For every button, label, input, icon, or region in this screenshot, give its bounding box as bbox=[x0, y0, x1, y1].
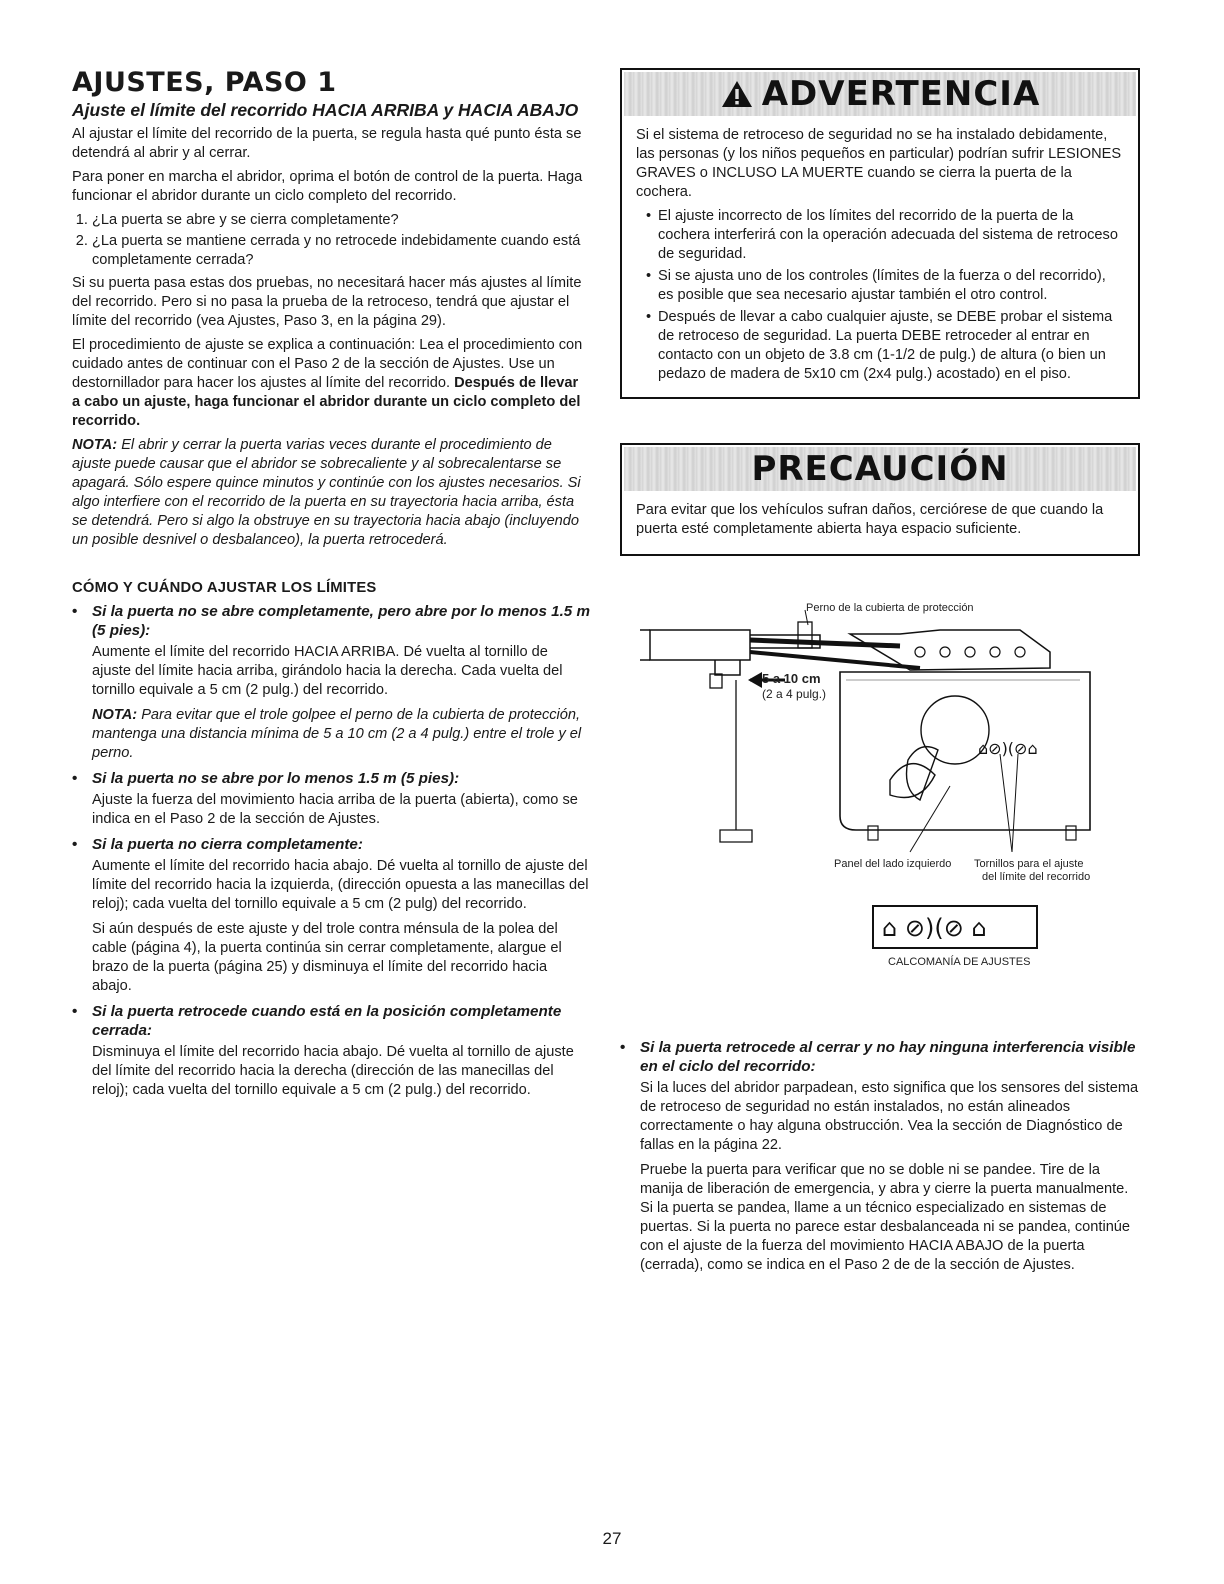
note-label: NOTA: bbox=[72, 437, 118, 453]
note-paragraph bbox=[72, 436, 590, 550]
left-column bbox=[72, 68, 590, 1106]
opener-illustration bbox=[620, 590, 1140, 1010]
right-case bbox=[620, 1038, 1140, 1275]
right-column bbox=[620, 68, 1140, 1281]
case1-note-text: Para evitar que el trole golpee el perno de la cubierta de protección, mantenga una distancia mínima de 5 a 10 cm (2 a 4 pulg.) entre el trole y el perno. bbox=[92, 707, 582, 761]
test-step-2: 2. ¿La puerta se mantiene cerrada y no retrocede indebidamente cuando está completamente cerrada? bbox=[92, 232, 590, 270]
procedure-text: El procedimiento de ajuste se explica a continuación: Lea el procedimiento con cuidado antes de continuar con el Paso 2 de la sección de Ajustes. Use un destornillador para hacer los ajustes al límite del recorrido. bbox=[72, 337, 583, 391]
right-case-text-2: Pruebe la puerta para verificar que no se doble ni se pandee. Tire de la manija de liberación de emergencia, y abra y cierre la puerta manualmente. Si la puerta se pandea, llame a un técnico especializado en sistemas de puertas. Si la puerta no parece estar desbalanceada ni se pandea, continúe con el ajuste de la fuerza del movimiento HACIA ABAJO de la puerta (cerrada), como se indica en el Paso 2 de de la sección de Ajustes. bbox=[640, 1162, 1131, 1273]
case3-body bbox=[72, 857, 590, 996]
caution-box bbox=[620, 443, 1140, 556]
case2-heading: • Si la puerta no se abre por lo menos 1.5 m (5 pies): bbox=[72, 769, 590, 788]
procedure-paragraph bbox=[72, 336, 590, 431]
right-case-heading: • Si la puerta retrocede al cerrar y no hay ninguna interferencia visible en el ciclo del recorrido: bbox=[620, 1038, 1140, 1076]
case4-body bbox=[72, 1043, 590, 1100]
warning-item-2: • Si se ajusta uno de los controles (límites de la fuerza o del recorrido), es posible que sea necesario ajustar también el otro control. bbox=[648, 267, 1124, 305]
case2-body bbox=[72, 791, 590, 829]
right-case-text-1: Si la luces del abridor parpadean, esto significa que los sensores del sistema de retroceso de seguridad no están instalados, no están alineados correctamente o hay alguna obstrucción. Vea la sección de Diagnóstico de fallas en la página 22. bbox=[640, 1080, 1139, 1153]
page-number: 27 bbox=[602, 1529, 622, 1548]
svg-text:⌂⊘)(⊘⌂: ⌂⊘)(⊘⌂ bbox=[978, 739, 1038, 758]
case1-note-label: NOTA: bbox=[92, 707, 138, 723]
page-subtitle: Ajuste el límite del recorrido HACIA ARRIBA y HACIA ABAJO bbox=[72, 100, 579, 120]
result-paragraph: Si su puerta pasa estas dos pruebas, no necesitará hacer más ajustes al límite del recorrido. Pero si no pasa la prueba de la retroceso, tendrá que ajustar el límite del recorrido (vea Ajustes, Paso 3, en la página 29). bbox=[72, 275, 582, 329]
caution-text: Para evitar que los vehículos sufran daños, cerciórese de que cuando la puerta esté completamente abierta haya espacio suficiente. bbox=[636, 502, 1104, 537]
start-paragraph: Para poner en marcha el abridor, oprima el botón de control de la puerta. Haga funcionar el abridor durante un ciclo completo del recorrido. bbox=[72, 169, 583, 204]
right-case-body bbox=[620, 1079, 1140, 1275]
figure-label-panel: Panel del lado izquierdo bbox=[834, 858, 952, 870]
warning-title: ADVERTENCIA bbox=[761, 74, 1041, 114]
figure-label-distance: 5 a 10 cm bbox=[762, 671, 821, 686]
warning-intro: Si el sistema de retroceso de seguridad no se ha instalado debidamente, las personas (y los niños pequeños en particular) podrían sufrir LESIONES GRAVES o INCLUSO LA MUERTE cuando se cierra la puerta de la cochera. bbox=[636, 127, 1122, 200]
case1-heading: • Si la puerta no se abre completamente, pero abre por lo menos 1.5 m (5 pies): bbox=[72, 602, 590, 640]
figure-label-bolt: Perno de la cubierta de protección bbox=[806, 602, 974, 614]
warning-banner bbox=[624, 72, 1136, 116]
svg-text:⌂ ⊘)(⊘ ⌂: ⌂ ⊘)(⊘ ⌂ bbox=[882, 914, 987, 942]
figure-label-screws-2: del límite del recorrido bbox=[982, 871, 1091, 883]
case3-heading: • Si la puerta no cierra completamente: bbox=[72, 835, 590, 854]
warning-box bbox=[620, 68, 1140, 399]
case2-text: Ajuste la fuerza del movimiento hacia arriba de la puerta (abierta), como se indica en el Paso 2 de la sección de Ajustes. bbox=[92, 792, 578, 827]
figure-label-decal: CALCOMANÍA DE AJUSTES bbox=[888, 956, 1031, 968]
warning-content bbox=[622, 118, 1138, 397]
caution-title: PRECAUCIÓN bbox=[751, 449, 1009, 489]
warning-list bbox=[636, 207, 1124, 384]
warning-triangle-icon bbox=[720, 79, 754, 109]
case4-heading: • Si la puerta retrocede cuando está en la posición completamente cerrada: bbox=[72, 1002, 590, 1040]
warning-item-1: • El ajuste incorrecto de los límites del recorrido de la puerta de la cochera interferirá con la operación adecuada del sistema de retroceso de seguridad. bbox=[648, 207, 1124, 264]
page-title: AJUSTES, PASO 1 bbox=[72, 67, 337, 98]
intro-paragraph: Al ajustar el límite del recorrido de la puerta, se regula hasta qué punto ésta se detendrá al abrir y al cerrar. bbox=[72, 126, 582, 161]
figure-label-screws-1: Tornillos para el ajuste bbox=[974, 858, 1084, 870]
case3-text-2: Si aún después de este ajuste y del trole contra ménsula de la polea del cable (página 4), la puerta continúa sin cerrar completamente, alargue el brazo de la puerta (página 25) y disminuya el límite del recorrido hacia abajo. bbox=[92, 921, 562, 994]
warning-item-3: • Después de llevar a cabo cualquier ajuste, se DEBE probar el sistema de retroceso de seguridad. La puerta DEBE retroceder al entrar en contacto con un objeto de 3.8 cm (1-1/2 de pulg.) de altura (o bien un pedazo de madera de 5x10 cm (2x4 pulg.) acostado) en el piso. bbox=[648, 308, 1124, 384]
note-text: El abrir y cerrar la puerta varias veces durante el procedimiento de ajuste puede causar que el abridor se sobrecaliente y al sobrecalentarse se apagará. Sólo espere quince minutos y continúe con los ajustes necesarios. Si algo interfiere con el recorrido de la puerta en su trayectoria hacia arriba, ésta se detendrá. Pero si algo la obstruye en su trayectoria hacia abajo (incluyendo un posible desnivel o desbalanceo), la puerta retrocederá. bbox=[72, 437, 581, 548]
test-step-1: 1. ¿La puerta se abre y se cierra completamente? bbox=[92, 211, 590, 230]
opener-figure bbox=[620, 590, 1140, 1010]
case3-text: Aumente el límite del recorrido hacia abajo. Dé vuelta al tornillo de ajuste del límite del recorrido hacia la izquierda, (dirección opuesta a las manecillas del reloj); cada vuelta del tornillo equivale a 5 cm (2 pulg) del recorrido. bbox=[92, 858, 589, 912]
procedure-bold-text: Después de llevar a cabo un ajuste, haga funcionar el abridor durante un ciclo completo del recorrido. bbox=[72, 375, 581, 429]
case4-text: Disminuya el límite del recorrido hacia abajo. Dé vuelta al tornillo de ajuste del límite del recorrido hacia la derecha (dirección de las manecillas del reloj); cada vuelta del tornillo equivale a 5 cm (2 pulg.) del recorrido. bbox=[92, 1044, 574, 1098]
test-steps bbox=[72, 211, 590, 270]
figure-label-distance-sub: (2 a 4 pulg.) bbox=[762, 687, 827, 701]
caution-content bbox=[622, 493, 1138, 554]
case1-note bbox=[92, 706, 590, 763]
section-title: CÓMO Y CUÁNDO AJUSTAR LOS LÍMITES bbox=[72, 580, 377, 596]
case1-text: Aumente el límite del recorrido HACIA ARRIBA. Dé vuelta al tornillo de ajuste del límite hacia arriba, girándolo hacia la derecha. Cada vuelta del tornillo equivale a 5 cm (2 pulg.) del recorrido. bbox=[92, 644, 563, 698]
case1-body bbox=[72, 643, 590, 763]
caution-banner bbox=[624, 447, 1136, 491]
